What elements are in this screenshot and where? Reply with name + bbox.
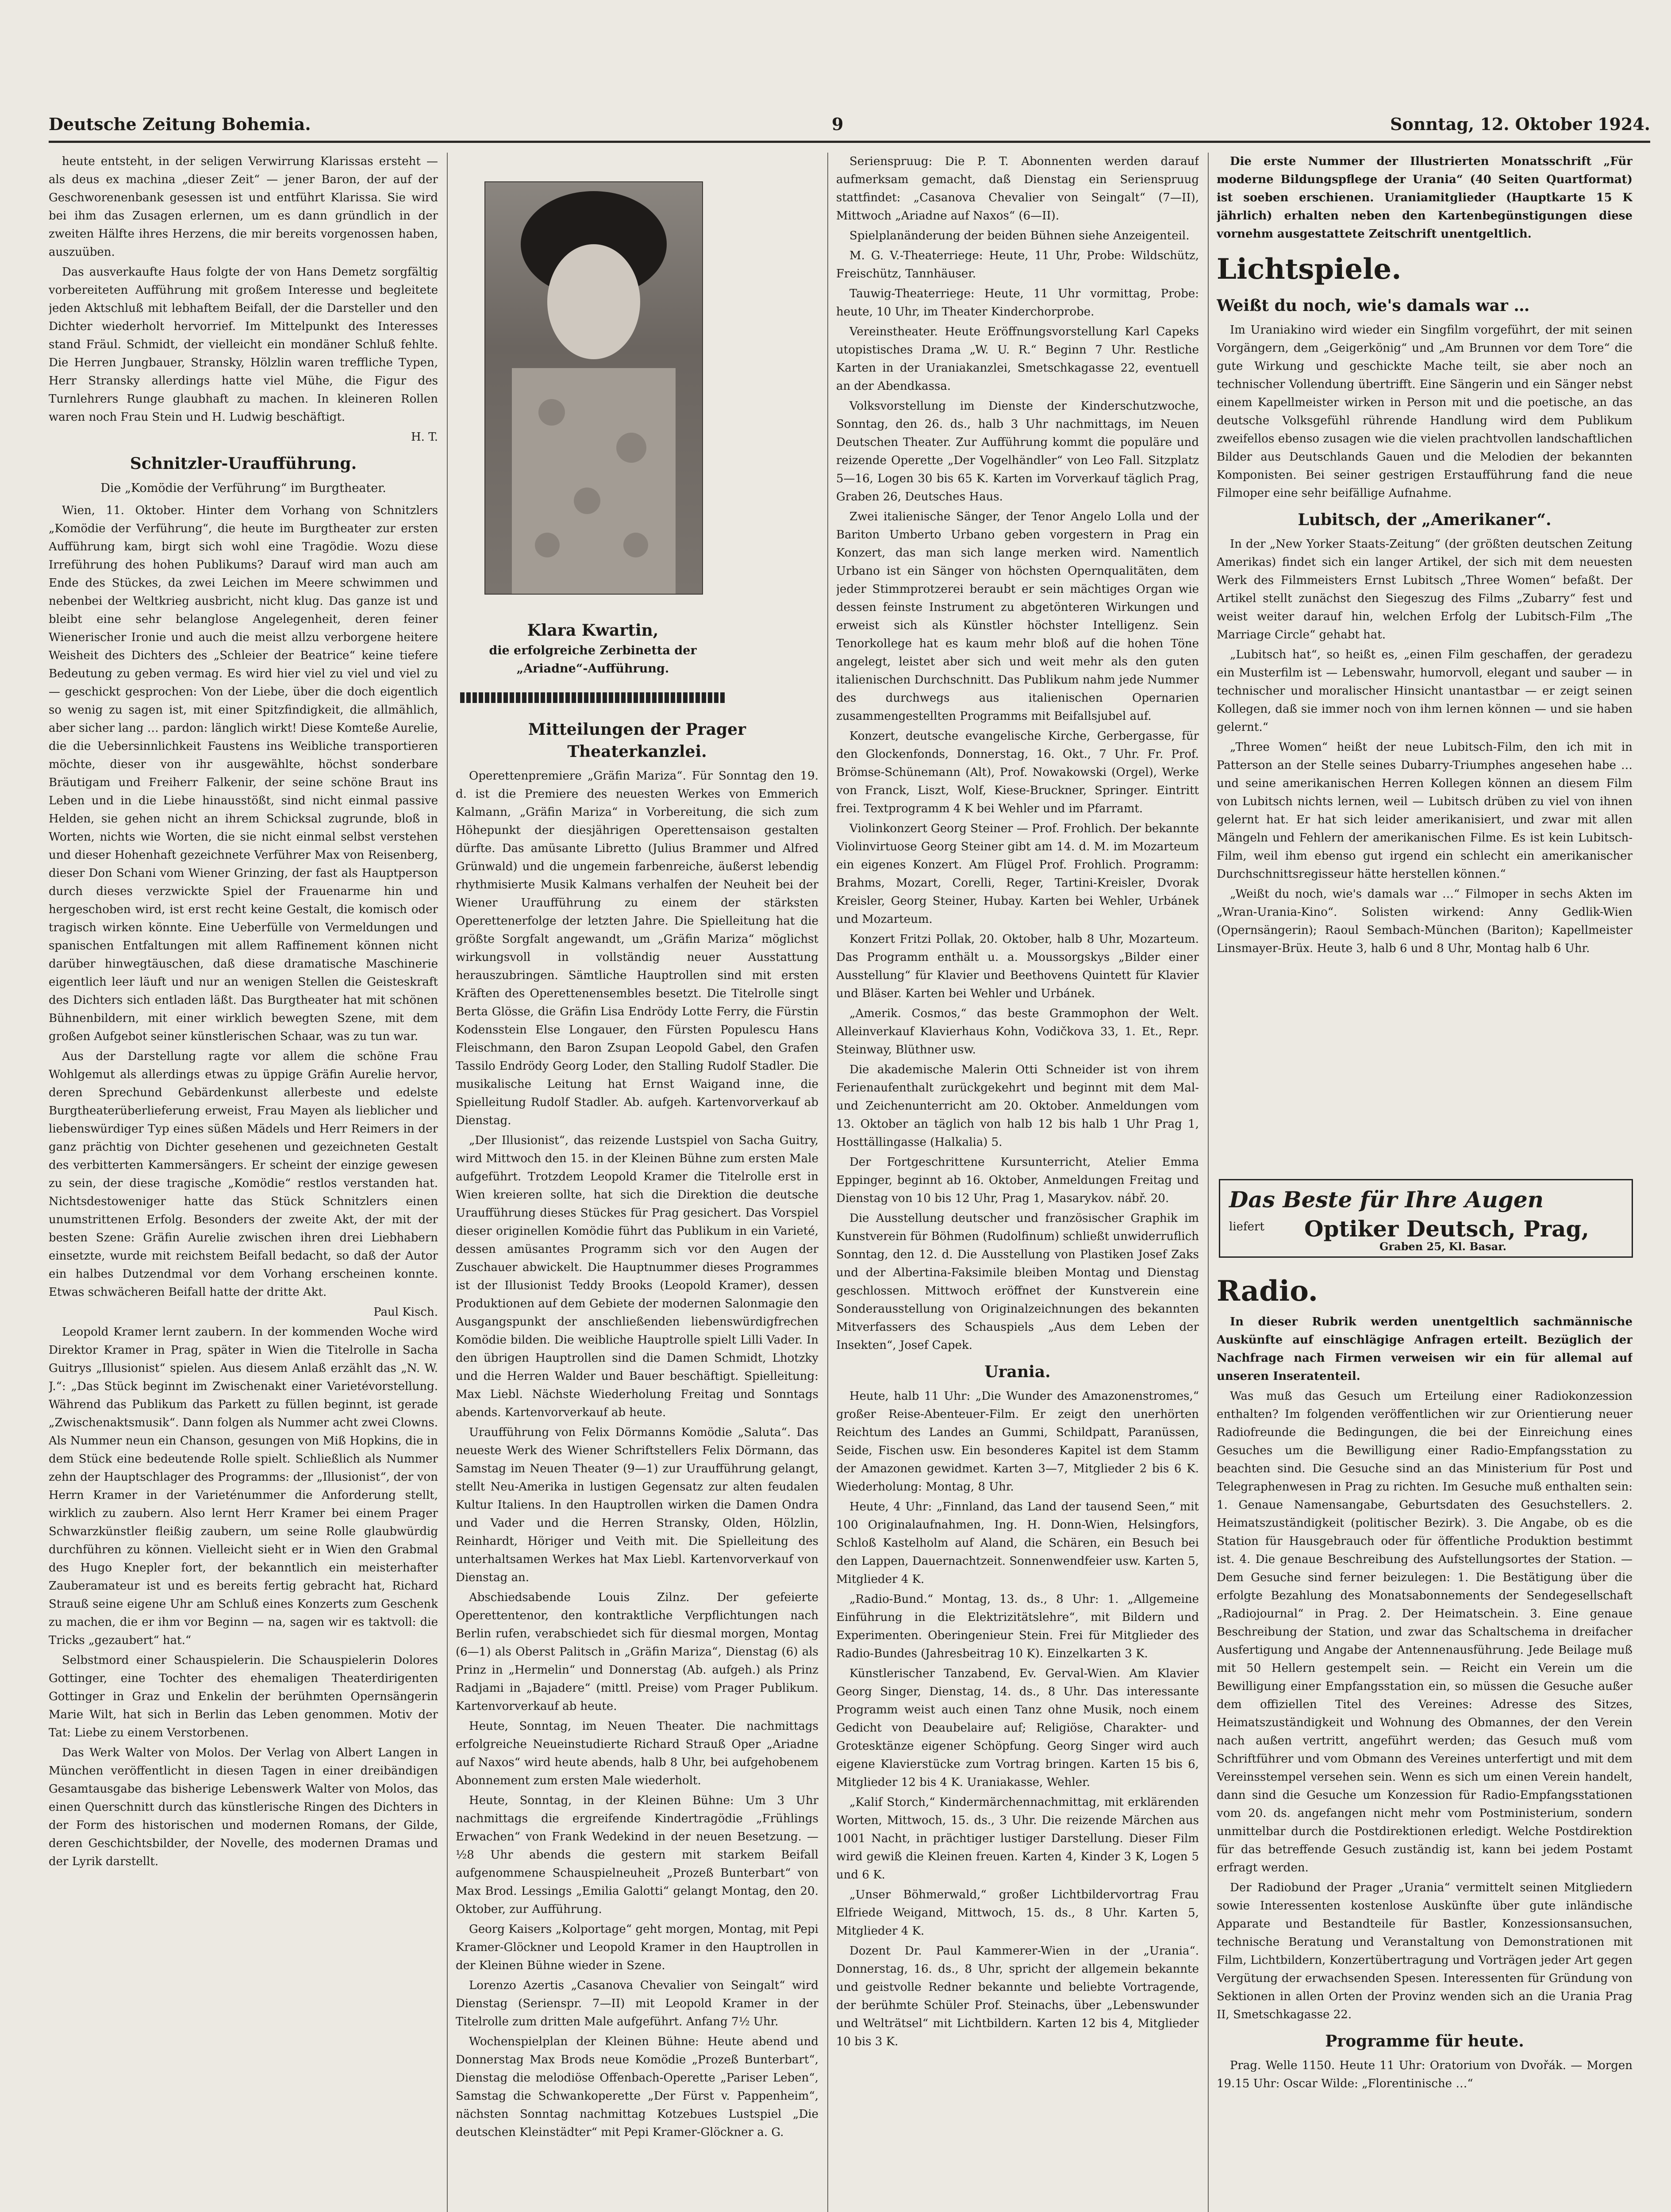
- urania-announcement: Die erste Nummer der Illustrierten Monatsschrift „Für moderne Bildungspflege der Urania“ (40 Seiten Quartformat) ist soeben erschienen. Uraniamitglieder (Hauptkarte 15 K jährlich) erhalten neben den Kartenbegünstigungen diese vornehm ausgestattete Zeitschrift unentgeltlich.: [1217, 155, 1633, 241]
- art-notice: Die Ausstellung deutscher und französischer Graphik im Kunstverein für Böhmen (Rudolfinum) schließt unwiderruflich Sonntag, den 12. d. Die Ausstellung von Plastiken Josef Zaks und der Albertina-Faksimile bleiben Montag und Dienstag geschlossen. Mittwoch eröffnet der Kunstverein eine Sonderausstellung von Originalzeichnungen des bekannten Mitverfassers des Schauspiels „Aus dem Leben der Insekten“, Josef Capek.: [836, 1212, 1199, 1352]
- column-1: [49, 153, 438, 2212]
- art-notice: Die akademische Malerin Otti Schneider ist von ihrem Ferienaufenthalt zurückgekehrt und beginnt mit dem Mal- und Zeichenunterricht am 20. Oktober. Anmeldungen vom 13. Oktober an täglich von halb 12 bis halb 1 Uhr Prag 1, Hosttällingasse (Halkalia) 5.: [836, 1063, 1199, 1149]
- advertisement-notice: „Amerik. Cosmos,“ das beste Grammophon der Welt. Alleinverkauf Klavierhaus Kohn, Vodičkova 33, 1. Et., Repr. Steinway, Blüthner usw.: [836, 1007, 1199, 1056]
- column-2: [456, 712, 818, 2212]
- urania-notice: Heute, halb 11 Uhr: „Die Wunder des Amazonenstromes,“ großer Reise-Abenteuer-Film. Er zeigt den unerhörten Reichtum des Landes an Gummi, Schildpatt, Paranüssen, Seide, Fischen usw. Ein besonderes Kapitel ist dem Stamm der Amazonen gewidmet. Karten 3—7, Mitglieder 2 bis 6 K. Wiederholung: Montag, 8 Uhr.: [836, 1390, 1199, 1494]
- theater-notice: Serienspruug: Die P. T. Abonnenten werden darauf aufmerksam gemacht, daß Dienstag ein Serienspruug stattfindet: „Casanova Chevalier von Seingalt“ (7—II), Mittwoch „Ariadne auf Naxos“ (6—II).: [836, 155, 1199, 223]
- article-continuation: heute entsteht, in der seligen Verwirrung Klarissas ersteht — als deus ex machina „dieser Zeit“ — jener Baron, der auf der Geschworenenbank gesessen ist und entführt Klarissa. Sie wird bei ihm das Zusagen erlernen, um es dann gründlich in der zweiten Hälfte ihres Herzens, die mir bereits vorgenossen haben, auszuüben.: [49, 155, 438, 259]
- theater-notice: Wochenspielplan der Kleinen Bühne: Heute abend und Donnerstag Max Brods neue Komödie „Prozeß Bunterbart“, Dienstag die melodiöse Offenbach-Operette „Pariser Leben“, Samstag die Schwankoperette „Der Fürst v. Pappenheim“, nächsten Sonntag nachmittag Kotzebues Lustspiel „Die deutschen Kleinstädter“ mit Pepi Kramer-Glöckner a. G.: [456, 2035, 818, 2139]
- theater-notice: Vereinstheater. Heute Eröffnungsvorstellung Karl Capeks utopistisches Drama „W. U. R.“ Beginn 7 Uhr. Restliche Karten in der Uraniakanzlei, Smetschkagasse 22, eventuell an der Abendkassa.: [836, 325, 1199, 393]
- art-notice: Der Fortgeschrittene Kursunterricht, Atelier Emma Eppinger, beginnt ab 16. Oktober, Anmeldungen Freitag und Dienstag von 10 bis 12 Uhr, Prag 1, Masarykov. nábř. 20.: [836, 1156, 1199, 1205]
- theater-notice: Volksvorstellung im Dienste der Kinderschutzwoche, Sonntag, den 26. ds., halb 3 Uhr nachmittags, im Neuen Deutschen Theater. Zur Aufführung kommt die populäre und reizende Operette „Der Vogelhändler“ von Leo Fall. Sitzplatz 5—16, Logen 30 bis 65 K. Karten im Vorverkauf täglich Prag, Graben 26, Deutsches Haus.: [836, 399, 1199, 503]
- column-rule: [1208, 153, 1209, 2212]
- radio-heading: Radio.: [1217, 1275, 1318, 1308]
- theater-notice: Uraufführung von Felix Dörmanns Komödie „Saluta“. Das neueste Werk des Wiener Schriftstellers Felix Dörmann, das Samstag im Neuen Theater (9—1) zur Uraufführung gelangt, stellt Neu-Amerika in lustigen Gegensatz zur alten feudalen Kultur Italiens. In den Hauptrollen wirken die Damen Ondra und Vader und die Herren Stransky, Olden, Hölzlin, Reinhardt, Höriger und Veith mit. Die Spielleitung des unterhaltsamen Werkes hat Max Liebl. Kartenvorverkauf von Dienstag an.: [456, 1426, 818, 1584]
- urania-notice: Dozent Dr. Paul Kammerer-Wien in der „Urania“. Donnerstag, 16. ds., 8 Uhr, spricht der allgemein bekannte und geistvolle Redner bekannte und beliebte Vortragende, der berühmte Schüler Prof. Steinachs, über „Lebenswunder und Welträtsel“ mit Lichtbildern. Karten 12 bis 4, Mitglieder 10 bis 3 K.: [836, 1944, 1199, 2048]
- concert-notice: Konzert, deutsche evangelische Kirche, Gerbergasse, für den Glockenfonds, Donnerstag, 16. Okt., 7 Uhr. Fr. Prof. Brömse-Schünemann (Alt), Prof. Nowakowski (Orgel), Werke von Franck, Liszt, Wolf, Kiese-Bruckner, Springer. Eintritt frei. Textprogramm 4 K bei Wehler und im Pfarramt.: [836, 730, 1199, 815]
- page-header: [49, 114, 1650, 139]
- decorative-divider: [460, 692, 726, 703]
- portrait-photo: [484, 181, 703, 595]
- section-heading: Mitteilungen der Prager Theaterkanzlei.: [528, 720, 746, 761]
- ad-company: Optiker Deutsch, Prag,: [1304, 1216, 1589, 1242]
- theater-notice: Georg Kaisers „Kolportage“ geht morgen, Montag, mit Pepi Kramer-Glöckner und Leopold Kramer in den Hauptrollen in der Kleinen Bühne wieder in Szene.: [456, 1923, 818, 1972]
- page-number: 9: [832, 114, 844, 134]
- column-3: [836, 153, 1199, 2212]
- issue-date: Sonntag, 12. Oktober 1924.: [1390, 114, 1650, 134]
- theater-notice: Spielplanänderung der beiden Bühnen siehe Anzeigenteil.: [849, 229, 1190, 242]
- column-rule: [447, 153, 448, 2212]
- article-paragraph: Aus der Darstellung ragte vor allem die schöne Frau Wohlgemut als allerdings etwas zu üppige Gräfin Aurelie hervor, deren Sprechund Gebärdenkunst allerbeste und edelste Burgtheaterüberlieferung erweist, Frau Mayen als lieblicher und liebenswürdiger Typ eines süßen Mädels und Herr Reimers in der ganz prächtig von Dichter gesehenen und gezeichneten Gestalt des verbitterten Kammersängers. Er scheint der einzige gewesen zu sein, der diese tragische „Komödie“ restlos verstanden hat. Nichtsdestoweniger hatte das Stück Schnitzlers einen unumstrittenen Erfolg. Besonders der zweite Akt, der mit der besten Szene: Gräfin Aurelie zwischen ihren drei Liebhabern einsetzte, wurde mit reichstem Beifall bedacht, so daß der Autor ein halbes Dutzendmal vor dem Vorhang erscheinen konnte. Etwas schwächeren Beifall hatte der dritte Akt.: [49, 1050, 438, 1299]
- urania-notice: „Unser Böhmerwald,“ großer Lichtbildervortrag Frau Elfriede Weigand, Mittwoch, 15. ds., 8 Uhr. Karten 5, Mitglieder 4 K.: [836, 1888, 1199, 1938]
- radio-article: Was muß das Gesuch um Erteilung einer Radiokonzession enthalten? Im folgenden veröffentlichen wir zur Orientierung neuer Radiofreunde die Bedingungen, die bei der Einreichung eines Gesuches um die Bewilligung einer Radio-Empfangsstation zu beachten sind. Die Gesuche sind an das Ministerium für Post und Telegraphenwesen in Prag zu richten. Im Gesuche muß enthalten sein: 1. Genaue Namensangabe, Geburtsdaten des Gesuchstellers. 2. Heimatszuständigkeit (politischer Bezirk). 3. Die Angabe, ob es die Station für Hausgebrauch oder für öffentliche Produktion bestimmt ist. 4. Die genaue Beschreibung des Aufstellungsortes der Station. — Dem Gesuche sind ferner beizulegen: 1. Die Bestätigung über die erfolgte Bezahlung des Monatsabonnements der Sendegesellschaft „Radiojournal“ in Prag. 2. Der Heimatschein. 3. Eine genaue Beschreibung der Station, und zwar das Schaltschema in dreifacher Ausfertigung und Angabe der Antennenausführung. Jede Beilage muß mit 50 Hellern gestempelt sein. — Reicht ein Verein um die Bewilligung einer Empfangsstation ein, so müssen die Gesuche außer dem offiziellen Titel des Vereines: Adresse des Sitzes, Heimatszuständigkeit und Wohnung des Obmannes, der den Verein nach außen vertritt, angeführt werden; das Gesuch muß vom Schriftführer und vom Obmann des Vereines unterfertigt und mit dem Vereinsstempel versehen sein. Wenn es sich um einen Verein handelt, dann sind die Gesuche um Konzession für Radio-Empfangsstationen vom 20. ds. angefangen nicht mehr vom Postministerium, sondern unmittelbar durch die Postdirektionen erledigt. Welche Postdirektion für das betreffende Gesuch zuständig ist, kann bei jedem Postamt erfragt werden.: [1217, 1390, 1633, 1874]
- section-heading: Urania.: [984, 1363, 1051, 1381]
- concert-notice: Violinkonzert Georg Steiner — Prof. Frohlich. Der bekannte Violinvirtuose Georg Steiner gibt am 14. d. M. im Mozarteum ein eigenes Konzert. Am Flügel Prof. Frohlich. Programm: Brahms, Mozart, Corelli, Reger, Tartini-Kreisler, Dvorak Kreisler, Georg Steiner, Hubay. Karten bei Wehler, Urbánek und Mozarteum.: [836, 822, 1199, 926]
- notice-item: Leopold Kramer lernt zaubern. In der kommenden Woche wird Direktor Kramer in Prag, später in Wien die Titelrolle in Sacha Guitrys „Illusionist“ spielen. Aus diesem Anlaß erzählt das „N. W. J.“: „Das Stück beginnt im Zwischenakt einer Varietévorstellung. Während das Publikum das Parkett zu füllen beginnt, ist gerade „Zwischenaktsmusik“. Dann folgen als Nummer acht zwei Clowns. Als Nummer neun ein Chanson, gesungen von Miß Hopkins, die in dem Stück eine bedeutende Rolle spielt. Schließlich als Nummer zehn der Hauptschlager des Programms: der „Illusionist“, der von Herrn Kramer in der Varieténummer die Anforderung stellt, wirklich zu zaubern. Also lernt Herr Kramer bei einem Prager Schwarzkünstler fleißig zaubern, um seine Rolle glaubwürdig durchführen zu können. Vielleicht sieht er in Wien den Grabmal des Hugo Knepler fort, der bekanntlich ein meisterhafter Zauberamateur ist und es bereits fertig gebracht hat, Richard Strauß seine eigene Uhr am Schluß eines Konzerts zum Geschenk zu machen, die er ihm vor Beginn — na, sagen wir es taktvoll: die Tricks „gezaubert“ hat.“: [49, 1325, 438, 1647]
- film-review: „Weißt du noch, wie's damals war …“ Filmoper in sechs Akten im „Wran-Urania-Kino“. Solisten wirkend: Anny Gedlik-Wien (Opernsängerin); Raoul Sembach-München (Bariton); Kapellmeister Linsmayer-Brüx. Heute 3, halb 6 und 8 Uhr, Montag halb 6 Uhr.: [1217, 887, 1633, 955]
- ad-text: liefert: [1229, 1220, 1264, 1233]
- theater-review: Das ausverkaufte Haus folgte der von Hans Demetz sorgfältig vorbereiteten Aufführung mit großem Interesse und begleitete jeden Aktschluß mit lebhaftem Beifall, der die Darsteller und den Dichter wiederholt hervorrief. Im Mittelpunkt des Interesses stand Fräul. Schmidt, der vielleicht ein mondäner Schluß fehlte. Die Herren Jungbauer, Stransky, Hölzlin waren treffliche Typen, Herr Stransky allerdings hatte viel Mühe, die Figur des Turnlehrers Runge glaubhaft zu machen. In kleineren Rollen waren noch Frau Stein und H. Ludwig beschäftigt.: [49, 265, 438, 424]
- lichtspiele-heading: Lichtspiele.: [1217, 253, 1402, 286]
- photo-caption: [456, 619, 730, 690]
- caption-name: Klara Kwartin,: [527, 621, 659, 640]
- radio-article: Der Radiobund der Prager „Urania“ vermittelt seinen Mitgliedern sowie Interessenten kostenlose Auskünfte über gute inländische Apparate und Bestandteile für Bastler, Konzessionsansuchen, technische Beratung und Veranstaltung von Demonstrationen mit Film, Lichtbildern, Konzertübertragung und Vorträgen jeder Art gegen Vergütung der erwachsenden Spesen. Interessenten für Gründung von Sektionen in allen Orten der Provinz wenden sich an die Urania Prag II, Smetschkagasse 22.: [1217, 1881, 1633, 2021]
- optician-advertisement: [1219, 1179, 1633, 1258]
- theater-notice: Heute, Sonntag, in der Kleinen Bühne: Um 3 Uhr nachmittags die ergreifende Kindertragödie „Frühlings Erwachen“ von Frank Wedekind in der neuen Besetzung. — ½8 Uhr abends die gestern mit starkem Beifall aufgenommene Schauspielneuheit „Prozeß Bunterbart“ von Max Brod. Lessings „Emilia Galotti“ gelangt Montag, den 20. Oktober, zur Aufführung.: [456, 1794, 818, 1916]
- column-4-top: [1217, 153, 1633, 1170]
- urania-notice: „Radio-Bund.“ Montag, 13. ds., 8 Uhr: 1. „Allgemeine Einführung in die Elektrizitätslehre“, mit Bildern und Experimenten. Oberingenieur Stein. Frei für Mitglieder des Radio-Bundes (Jahresbeitrag 10 K). Einzelkarten 3 K.: [836, 1593, 1199, 1660]
- film-heading: Lubitsch, der „Amerikaner“.: [1298, 511, 1552, 529]
- program-heading: Programme für heute.: [1325, 2032, 1524, 2051]
- caption-text: die erfolgreiche Zerbinetta der „Ariadne“-Aufführung.: [489, 644, 697, 676]
- theater-notice: Abschiedsabende Louis Zilnz. Der gefeierte Operettentenor, den kontraktliche Verpflichtungen nach Berlin rufen, verabschiedet sich für diesmal morgen, Montag (6—1) als Oberst Palitsch in „Gräfin Mariza“, Dienstag (6) als Prinz in „Hermelin“ und Donnerstag (Ab. aufgeh.) als Prinz Radjami in „Bajadere“ (mittl. Preise) vom Prager Publikum. Kartenvorverkauf ab heute.: [456, 1591, 818, 1713]
- urania-notice: Künstlerischer Tanzabend, Ev. Gerval-Wien. Am Klavier Georg Singer, Dienstag, 14. ds., 8 Uhr. Das interessante Programm weist auch einen Tanz ohne Musik, noch einem Gedicht von Deaubelaire auf; Religiöse, Charakter- und Grotesktänze eigener Schöpfung. Georg Singer wird auch eigene Klavierstücke zum Vortrag bringen. Karten 15 bis 6, Mitglieder 12 bis 4 K. Uraniakasse, Wehler.: [836, 1667, 1199, 1789]
- program-text: Prag. Welle 1150. Heute 11 Uhr: Oratorium von Dvořák. — Morgen 19.15 Uhr: Oscar Wilde: „Florentinische …“: [1217, 2059, 1633, 2090]
- film-review: „Three Women“ heißt der neue Lubitsch-Film, den ich mit in Patterson an der Stelle seines Dubarry-Triumphes angesehen habe … und seine amerikanischen Herren Kollegen können an diesem Film von Lubitsch nichts lernen, weil — Lubitsch drüben zu viel von ihnen gelernt hat. Er hat sich leider amerikanisiert, und zwar mit allen Mängeln und Fehlern der amerikanischen Filme. Es ist kein Lubitsch-Film, weil ihm ebenso gut irgend ein schlecht ein amerikanischer Durchschnittsregisseur hätte herstellen können.“: [1217, 741, 1633, 881]
- concert-notice: Zwei italienische Sänger, der Tenor Angelo Lolla und der Bariton Umberto Urbano geben vorgestern in Prag ein Konzert, das man sich lange merken wird. Namentlich Urbano ist ein Sänger von höchsten Opernqualitäten, dem jeder Stimmprotzerei beraubt er sein mächtiges Organ wie dessen feinste Instrument zu abgetönteren Wirkungen und erweist sich als Künstler höchster Intelligenz. Sein Tenorkollege hat es kaum mehr bloß auf die hohen Töne angelegt, leistet aber sich und weit mehr als den guten italienischen Durchschnitt. Das Publikum nahm jede Nummer des durchwegs aus italienischen Opernarien zusammengestellten Programms mit Beifallsjubel auf.: [836, 510, 1199, 723]
- theater-notice: Operettenpremiere „Gräfin Mariza“. Für Sonntag den 19. d. ist die Premiere des neuesten Werkes von Emmerich Kalmann, „Gräfin Mariza“ in Vorbereitung, die sich zum Höhepunkt der diesjährigen Operettensaison gestalten dürfte. Das amüsante Libretto (Julius Brammer und Alfred Grünwald) und die ungemein farbenreiche, äußerst lebendig rhythmisierte Musik Kalmans verhalfen der Neuheit bei der Wiener Uraufführung zu einem der stärksten Operettenerfolge der letzten Jahre. Die Spielleitung hat die größte Sorgfalt angewandt, um „Gräfin Mariza“ möglichst wirkungsvoll in vollständig neuer Ausstattung herauszubringen. Sämtliche Hauptrollen sind mit ersten Kräften des Operettenensembles besetzt. Die Titelrolle singt Berta Glösse, die Gräfin Lisa Endrödy Lotte Ferry, die Fürstin Kodensstein Else Longauer, den Fürsten Populescu Hans Fleischmann, den Baron Zsupan Leopold Gabel, den Grafen Tassilo Endrödy Georg Loder, den Stalling Rudolf Stadler. Die musikalische Leitung hat Ernst Waigand inne, die Spielleitung Rudolf Stadler. Ab. aufgeh. Kartenvorverkauf ab Dienstag.: [456, 769, 818, 1127]
- article-paragraph: Wien, 11. Oktober. Hinter dem Vorhang von Schnitzlers „Komödie der Verführung“, die heute im Burgtheater zur ersten Aufführung kam, birgt sich wohl eine Tragödie. Wozu diese Irreführung des hohen Publikums? Darauf wird man auch am Ende des Stückes, da zwei Leichen im Meere schwimmen und nebenbei der Weltkrieg ausbricht, nicht klug. Das ganze ist und bleibt eine sehr belanglose Angelegenheit, deren feiner Wienerischer Ironie und auch die meist allzu verborgene heitere Weisheit des Dichters des „Schleier der Beatrice“ keine tiefere Bedeutung zu geben vermag. Es wird hier viel zu viel und viel zu — geschickt gesprochen: Von der Liebe, über die doch eigentlich so wenig zu sagen ist, mit einer Spitzfindigkeit, die allmählich, aber sicher lang … pardon: länglich wirkt! Diese Komteße Aurelie, die die Uebersinnlichkeit Faustens ins Weibliche transportieren möchte, dieser von ihr ausgewählte, höchst sonderbare Bräutigam und Freiherr Falkenir, der seine schöne Braut ins Leben und in die Liebe hinausstößt, sind nicht einmal passive Helden, sie gehen nicht an ihrem Schicksal zugrunde, bloß in Worten, nichts wie Worten, die sie nicht einmal selbst verstehen und dieser Hohenhaft gezeichnete Verführer Max von Reisenberg, dieser Don Schani vom Wiener Grinzing, der fast als Hauptperson durch dieses verzwickte Spiel der Frauenarme hin und hergeschoben wird, ist erst recht keine Gestalt, die komisch oder tragisch wirken könnte. Eine Ueberfülle von Vermeldungen und spanischen Entfaltungen mit allem Raffinement können nicht darüber hinwegtäuschen, daß diese dramatische Maschinerie eigentlich leer läuft und nur an wenigen Stellen die Geisteskraft des Dichters sich entladen läßt. Das Burgtheater hat mit schönen Bühnenbildern, mit einer wirklich bewegten Szene, mit dem großen Aufgebot seiner künstlerischen Schaar, was zu tun war.: [49, 504, 438, 1043]
- theater-notice: Heute, Sonntag, im Neuen Theater. Die nachmittags erfolgreiche Neueinstudierte Richard Strauß Oper „Ariadne auf Naxos“ wird heute abends, halb 8 Uhr, bei aufgehobenem Abonnement zum ersten Male wiederholt.: [456, 1720, 818, 1787]
- notice-item: Das Werk Walter von Molos. Der Verlag von Albert Langen in München veröffentlicht in diesen Tagen in einer dreibändigen Gesamtausgabe das bisherige Lebenswerk Walter von Molos, das einen Querschnitt durch das künstlerische Ringen des Dichters in der Form des historischen und modernen Romans, der Gilde, deren Geschichtsbilder, der Novelle, des modernen Dramas und der Lyrik darstellt.: [49, 1746, 438, 1868]
- film-review: „Lubitsch hat“, so heißt es, „einen Film geschaffen, der geradezu ein Musterfilm ist — Lebenswahr, humorvoll, elegant und sauber — in technischer und moralischer Hinsicht unantastbar — er zeigt seinen Kollegen, daß sie immer noch von ihm lernen können — und sie haben gelernt.“: [1217, 648, 1633, 734]
- urania-notice: „Kalif Storch,“ Kindermärchennachmittag, mit erklärenden Worten, Mittwoch, 15. ds., 3 Uhr. Die reizende Märchen aus 1001 Nacht, in prächtiger lustiger Darstellung. Dieser Film wird gewiß die Kleinen freuen. Karten 4, Kinder 3 K, Logen 5 und 6 K.: [836, 1796, 1199, 1882]
- header-rule: [49, 141, 1650, 143]
- concert-notice: Konzert Fritzi Pollak, 20. Oktober, halb 8 Uhr, Mozarteum. Das Programm enthält u. a. Moussorgskys „Bilder einer Ausstellung“ für Klavier und Beethovens Quintett für Klavier und Bläser. Karten bei Wehler und Urbánek.: [836, 933, 1199, 1000]
- theater-notice: Lorenzo Azertis „Casanova Chevalier von Seingalt“ wird Dienstag (Serienspr. 7—II) mit Leopold Kramer in der Titelrolle zum dritten Male aufgeführt. Anfang 7½ Uhr.: [456, 1979, 818, 2028]
- ad-headline: Das Beste für Ihre Augen: [1229, 1187, 1544, 1213]
- article-subheading: Die „Komödie der Verführung“ im Burgtheater.: [100, 481, 386, 495]
- article-heading: Schnitzler-Uraufführung.: [130, 454, 357, 473]
- theater-notice: Tauwig-Theaterriege: Heute, 11 Uhr vormittag, Probe: heute, 10 Uhr, im Theater Kinderchorprobe.: [836, 287, 1199, 319]
- film-review: In der „New Yorker Staats-Zeitung“ (der größten deutschen Zeitung Amerikas) findet sich ein langer Artikel, der sich mit dem neuesten Werk des Filmmeisters Ernst Lubitsch „Three Women“ befaßt. Der Artikel stellt zunächst den Siegeszug des Films „Zubarry“ fest und weist weiter darauf hin, welchen Erfolg der Lubitsch-Film „The Marriage Circle“ gehabt hat.: [1217, 538, 1633, 641]
- theater-notice: M. G. V.-Theaterriege: Heute, 11 Uhr, Probe: Wildschütz, Freischütz, Tannhäuser.: [836, 249, 1199, 280]
- film-review: Im Uraniakino wird wieder ein Singfilm vorgeführt, der mit seinen Vorgängern, dem „Geigerkönig“ und „Am Brunnen vor dem Tore“ die gute Wirkung und geschickte Mache teilt, sie aber noch an technischer Vollendung übertrifft. Eine Sängerin und ein Sänger nebst einem Kapellmeister wirken in Person mit und die poetische, an das deutsche Volksgefühl rührende Handlung wird dem Publikum zweifellos ebenso zusagen wie die vielen prachtvollen landschaftlichen Bilder aus Deutschlands Gauen und die Melodien der bekannten Komponisten. Bei seiner gestrigen Erstaufführung fand die neue Filmoper eine sehr beifällige Aufnahme.: [1217, 323, 1633, 500]
- notice-item: Selbstmord einer Schauspielerin. Die Schauspielerin Dolores Gottinger, eine Tochter des ehemaligen Theaterdirigenten Gottinger in Graz und Enkelin der berühmten Opernsängerin Marie Wilt, hat sich in Berlin das Leben genommen. Motiv der Tat: Liebe zu einem Verstorbenen.: [49, 1654, 438, 1740]
- radio-intro: In dieser Rubrik werden unentgeltlich sachmännische Auskünfte auf einschlägige Anfragen erteilt. Bezüglich der Nachfrage nach Firmen verweisen wir ein für allemal auf unseren Inseratenteil.: [1217, 1315, 1633, 1383]
- newspaper-name: Deutsche Zeitung Bohemia.: [49, 114, 311, 134]
- author-signature: H. T.: [411, 430, 438, 444]
- author-signature: Paul Kisch.: [373, 1306, 438, 1319]
- film-heading: Weißt du noch, wie's damals war …: [1217, 296, 1530, 315]
- theater-notice: „Der Illusionist“, das reizende Lustspiel von Sacha Guitry, wird Mittwoch den 15. in der Kleinen Bühne zum ersten Male aufgeführt. Trotzdem Leopold Kramer die Titelrolle erst in Wien kreieren sollte, hat sich die Direktion die deutsche Uraufführung dieses Stückes für Prag gesichert. Das Vorspiel dieser originellen Komödie führt das Publikum in ein Varieté, dessen amüsantes Programm sich vor den Augen der Zuschauer abwickelt. Die Hauptnummer dieses Programmes ist der Illusionist Teddy Brooks (Leopold Kramer), dessen Produktionen auf dem Gebiete der modernen Salonmagie den Ausgangspunkt der anschließenden liebenswürdigfrechen Komödie bilden. Die weibliche Hauptrolle spielt Lilli Vader. In den übrigen Hauptrollen sind die Damen Schmidt, Lhotzky und die Herren Walder und Bauer beschäftigt. Spielleitung: Max Liebl. Nächste Wiederholung Freitag und Sonntags abends. Kartenvorverkauf ab heute.: [456, 1134, 818, 1419]
- urania-notice: Heute, 4 Uhr: „Finnland, das Land der tausend Seen,“ mit 100 Originalaufnahmen, Ing. H. Donn-Wien, Helsingfors, Schloß Kastelholm auf Aland, die Schären, ein Besuch bei den Lappen, Dauernachtzeit. Sonnenwendfeier usw. Karten 5, Mitglieder 4 K.: [836, 1500, 1199, 1586]
- column-rule: [827, 153, 828, 2212]
- ad-address: Graben 25, Kl. Basar.: [1379, 1240, 1507, 1253]
- column-4-bottom: [1217, 1265, 1633, 2212]
